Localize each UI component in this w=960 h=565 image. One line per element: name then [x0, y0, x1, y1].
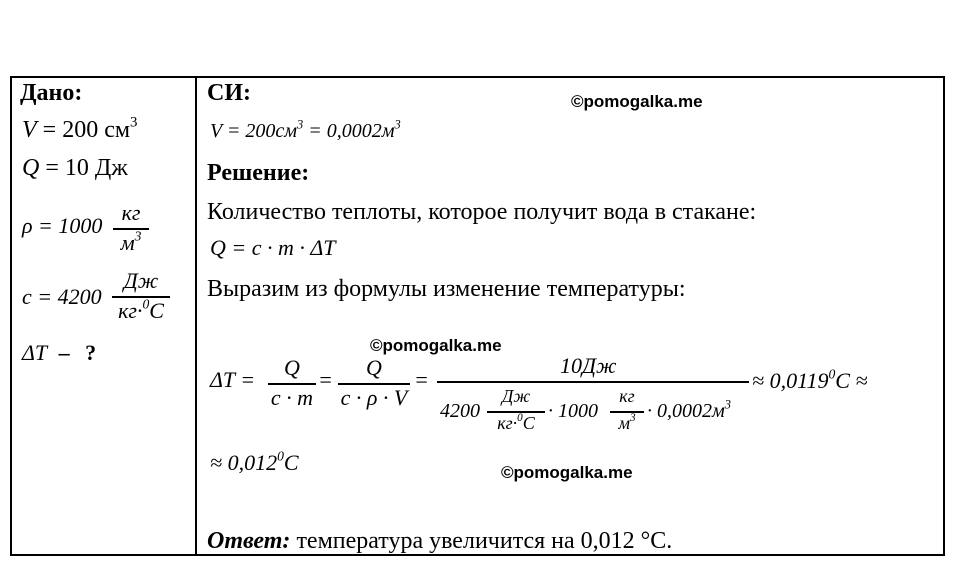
- equals-2: =: [414, 367, 429, 392]
- approx-2-tail: C: [283, 450, 299, 475]
- approx-2-power: 0: [277, 448, 284, 464]
- si-formula: [210, 117, 401, 143]
- si-title: СИ:: [207, 80, 251, 106]
- sub1-den-power: 0: [517, 412, 523, 425]
- sub1-num: Дж: [501, 386, 531, 406]
- f3-den-a: 4200: [440, 400, 480, 422]
- given-capacity-den-wrap: [112, 298, 170, 324]
- given-density-lhs: ρ = 1000: [22, 213, 103, 238]
- given-density-den: м: [120, 230, 135, 255]
- given-density-den-wrap: [113, 230, 149, 256]
- given-volume-value: = 200 см: [42, 117, 131, 143]
- column-divider: [195, 76, 197, 556]
- answer-text: температура увеличится на 0,012 °C.: [290, 528, 673, 554]
- big-fraction-bar: [437, 381, 749, 383]
- watermark-middle: ©pomogalka.me: [370, 336, 502, 355]
- equals-1: =: [318, 367, 333, 392]
- sub1-den: кг·: [497, 413, 518, 433]
- sub1-den-wrap: [487, 413, 545, 434]
- sub2-num: кг: [619, 386, 635, 406]
- answer-label: Ответ:: [207, 528, 291, 554]
- f3-den-b: · 1000: [548, 400, 598, 422]
- given-heat-var: Q: [22, 155, 40, 181]
- given-capacity-den-c: C: [149, 298, 164, 323]
- solution-text-1: Количество теплоты, которое получит вода в стакане:: [207, 199, 757, 225]
- approx-2: [210, 450, 299, 476]
- given-capacity-num: Дж: [123, 268, 159, 293]
- watermark-top: ©pomogalka.me: [571, 92, 703, 111]
- given-density-num: кг: [121, 200, 141, 225]
- given-density-den-power: 3: [134, 228, 142, 244]
- solution-formula-1: Q = c · m · ΔT: [210, 235, 336, 260]
- f3-num: 10Дж: [560, 353, 617, 378]
- given-find-var: ΔT: [22, 340, 48, 365]
- given-title: Дано:: [20, 80, 83, 106]
- watermark-bottom: ©pomogalka.me: [501, 463, 633, 482]
- approx-1: [752, 368, 868, 394]
- given-find-question: ?: [85, 340, 97, 365]
- f2-den: c · ρ · V: [340, 385, 408, 410]
- given-capacity-den: кг·: [118, 298, 143, 323]
- f1-den: c · m: [270, 385, 314, 410]
- sub-fraction-1: [487, 386, 545, 440]
- f3-den-c: · 0,0002м: [647, 400, 725, 422]
- fraction-q-over-crhov: [338, 355, 410, 415]
- approx-2-value: ≈ 0,012: [210, 450, 278, 475]
- sub1-den-c: C: [522, 413, 535, 433]
- given-volume: [22, 114, 138, 144]
- approx-1-tail: C ≈: [835, 368, 868, 393]
- si-formula-b: = 0,0002м: [303, 120, 395, 142]
- solution-title: Решение:: [207, 160, 310, 186]
- sub2-den: м: [618, 413, 630, 433]
- given-capacity-den-power: 0: [142, 296, 150, 312]
- si-formula-a: V = 200см: [210, 120, 297, 142]
- given-capacity-fraction: [112, 268, 170, 328]
- given-volume-power: 3: [130, 114, 138, 131]
- f1-num: Q: [284, 355, 300, 380]
- f2-num: Q: [366, 355, 382, 380]
- given-density-fraction: [113, 200, 149, 256]
- dt-lhs: ΔT =: [210, 367, 256, 392]
- sub2-den-power: 3: [629, 412, 636, 425]
- si-formula-power2: 3: [394, 117, 401, 132]
- given-find: [22, 340, 96, 366]
- si-formula-power1: 3: [297, 117, 304, 132]
- given-heat: [22, 155, 128, 182]
- f3-den-c-power: 3: [724, 397, 731, 412]
- answer: [207, 528, 672, 555]
- sub-fraction-2: [610, 386, 644, 440]
- given-capacity-lhs: c = 4200: [22, 284, 102, 309]
- sub2-den-wrap: [610, 413, 644, 434]
- given-find-dash: –: [58, 340, 70, 365]
- approx-1-value: ≈ 0,0119: [752, 368, 829, 393]
- given-heat-value: = 10 Дж: [45, 155, 128, 181]
- solution-text-2: Выразим из формулы изменение температуры:: [207, 276, 686, 302]
- f3-den-c-wrap: [647, 397, 731, 423]
- approx-1-power: 0: [828, 366, 836, 382]
- given-volume-var: V: [22, 117, 37, 143]
- fraction-q-over-cm: [268, 355, 316, 415]
